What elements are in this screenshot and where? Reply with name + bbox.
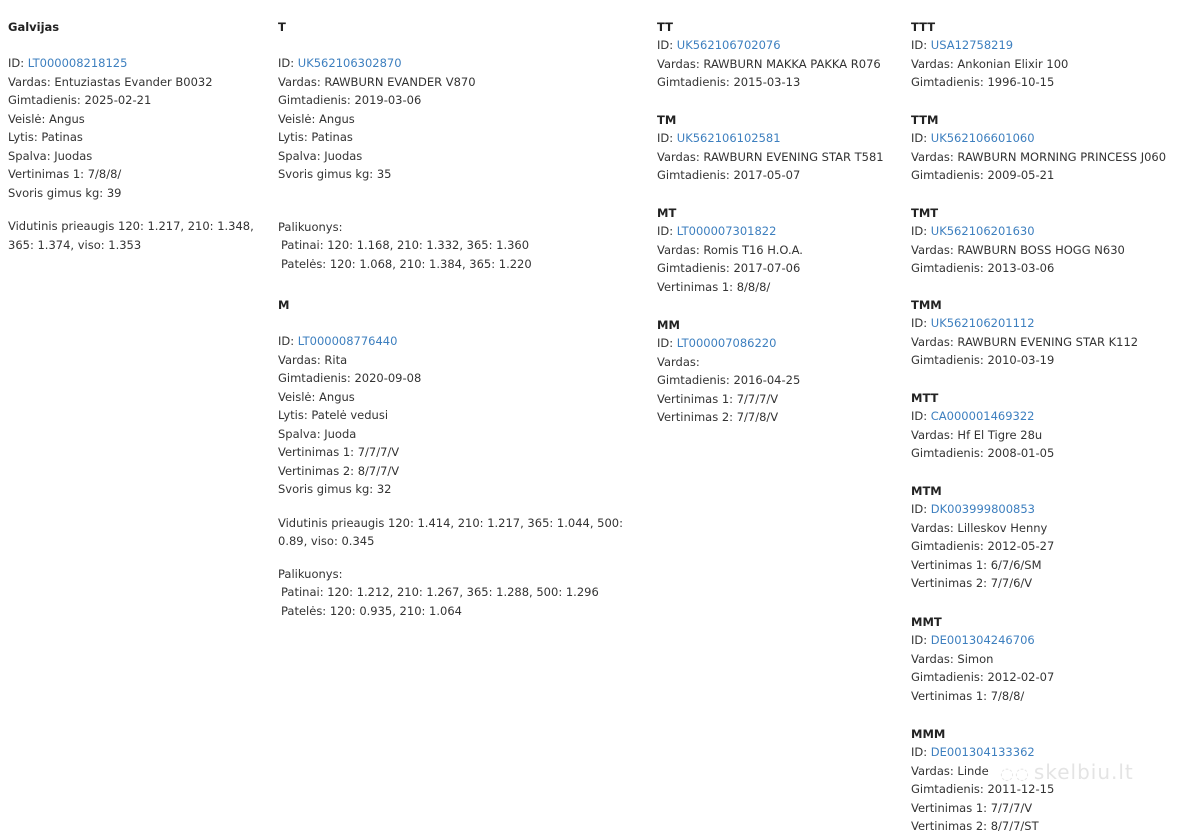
dam-average-gain: Vidutinis prieaugis 120: 1.414, 210: 1.217, 365: 1.044, 500: 0.89, viso: 0.345	[278, 515, 623, 548]
dam-heading: M	[278, 298, 290, 312]
detail-line: Vardas: RAWBURN EVANDER V870	[278, 74, 476, 89]
ancestor-id-link[interactable]: UK562106702076	[676, 38, 781, 52]
detail-line: Gimtadienis: 2015-03-13	[657, 75, 801, 89]
ancestor-mtt	[911, 389, 1054, 463]
detail-line: Spalva: Juodas	[278, 148, 363, 163]
detail-line: Gimtadienis: 2010-03-19	[911, 353, 1055, 367]
detail-line: Patelės: 120: 0.935, 210: 1.064	[281, 603, 462, 618]
ancestor-id-line	[911, 314, 1138, 333]
ancestor-id-line	[911, 222, 1125, 241]
detail-line: Vardas: Simon	[911, 651, 994, 666]
detail-line: Gimtadienis: 2016-04-25	[657, 373, 801, 387]
ancestor-id-link[interactable]: DE001304133362	[930, 745, 1035, 759]
sire-offspring-title: Palikuonys:	[278, 219, 343, 234]
detail-line: Gimtadienis: 2008-01-05	[911, 446, 1055, 460]
detail-line: Vertinimas 1: 7/7/7/V	[657, 391, 779, 406]
sire-offspring	[278, 236, 532, 273]
detail-line: Vardas: RAWBURN MAKKA PAKKA R076	[657, 56, 881, 71]
detail-line: Gimtadienis: 2019-03-06	[278, 93, 422, 107]
id-label: ID:	[657, 131, 674, 145]
ancestor-id-line	[911, 743, 1054, 762]
ancestor-heading: MTT	[911, 391, 939, 405]
detail-line: Vertinimas 1: 7/8/8/	[8, 167, 122, 181]
ancestor-id-line	[657, 334, 800, 353]
detail-line: Gimtadienis: 2025-02-21	[8, 93, 152, 107]
detail-line: Spalva: Juoda	[278, 426, 357, 441]
ancestor-id-link[interactable]: LT000007301822	[676, 224, 777, 238]
detail-line: Gimtadienis: 2017-07-06	[657, 261, 801, 275]
sire-id-line	[278, 54, 532, 73]
detail-line: Vardas:	[657, 354, 700, 369]
sire-details	[278, 73, 532, 184]
sire-id-link[interactable]: UK562106302870	[297, 56, 402, 70]
detail-line: Gimtadienis: 2020-09-08	[278, 371, 422, 385]
detail-line: Patinai: 120: 1.168, 210: 1.332, 365: 1.360	[281, 238, 530, 252]
ancestor-id-line	[911, 500, 1054, 519]
detail-line: Svoris gimus kg: 39	[8, 185, 122, 200]
animal-details	[8, 73, 263, 203]
detail-line: Gimtadienis: 2009-05-21	[911, 168, 1055, 182]
detail-line: Patelės: 120: 1.068, 210: 1.384, 365: 1.220	[281, 256, 532, 271]
ancestor-heading: TTT	[911, 20, 936, 34]
detail-line: Gimtadienis: 2012-02-07	[911, 670, 1055, 684]
ancestor-heading: TTM	[911, 113, 939, 127]
ancestor-id-line	[911, 631, 1054, 650]
ancestor-heading: MT	[657, 206, 677, 220]
sire-heading: T	[278, 20, 286, 34]
detail-line: Svoris gimus kg: 32	[278, 482, 392, 496]
detail-line: Lytis: Patinas	[8, 130, 83, 144]
detail-line: Gimtadienis: 2011-12-15	[911, 782, 1055, 796]
ancestor-ttt	[911, 18, 1068, 92]
detail-line: Vardas: RAWBURN EVENING STAR K112	[911, 334, 1139, 349]
ancestor-id-link[interactable]: DE001304246706	[930, 633, 1035, 647]
id-label: ID:	[278, 56, 295, 70]
ancestor-id-link[interactable]: DK003999800853	[930, 502, 1035, 516]
detail-line: Veislė: Angus	[278, 389, 355, 404]
ancestor-tmm	[911, 296, 1138, 370]
detail-line: Vardas: Hf El Tigre 28u	[911, 427, 1043, 442]
watermark-logo-icon: ◌◌	[1000, 764, 1030, 783]
detail-line: Svoris gimus kg: 35	[278, 167, 392, 181]
id-label: ID:	[911, 38, 928, 52]
detail-line: Vertinimas 1: 7/7/7/V	[278, 445, 400, 459]
id-label: ID:	[911, 409, 928, 423]
ancestor-heading: MTM	[911, 484, 942, 498]
detail-line: Vertinimas 2: 8/7/7/V	[278, 463, 400, 478]
detail-line: Vertinimas 1: 6/7/6/SM	[911, 557, 1042, 572]
animal-section	[8, 18, 263, 254]
dam-id-line	[278, 332, 633, 351]
ancestor-heading: TMT	[911, 206, 939, 220]
ancestor-tt	[657, 18, 881, 92]
id-label: ID:	[911, 745, 928, 759]
dam-details	[278, 351, 633, 499]
detail-line: Vertinimas 2: 8/7/7/ST	[911, 819, 1039, 833]
ancestor-id-link[interactable]: UK562106201630	[930, 224, 1035, 238]
watermark-text: skelbiu.lt	[1033, 760, 1134, 784]
ancestor-id-link[interactable]: UK562106601060	[930, 131, 1035, 145]
detail-line: Vardas: RAWBURN MORNING PRINCESS J060	[911, 149, 1167, 164]
detail-line: Vertinimas 2: 7/7/6/V	[911, 576, 1033, 590]
id-label: ID:	[911, 131, 928, 145]
detail-line: Vertinimas 2: 7/7/8/V	[657, 410, 779, 424]
ancestor-ttm	[911, 111, 1166, 185]
detail-line: Vertinimas 1: 7/7/7/V	[911, 800, 1033, 815]
dam-offspring-title: Palikuonys:	[278, 566, 343, 581]
id-label: ID:	[657, 336, 674, 350]
ancestor-id-line	[657, 222, 803, 241]
detail-line: Veislė: Angus	[278, 111, 355, 126]
ancestor-id-line	[911, 36, 1068, 55]
animal-id-line	[8, 54, 263, 73]
detail-line: Lytis: Patinas	[278, 130, 353, 144]
ancestor-heading: TT	[657, 20, 673, 34]
detail-line: Gimtadienis: 2012-05-27	[911, 539, 1055, 553]
ancestor-tmt	[911, 204, 1125, 278]
id-label: ID:	[911, 502, 928, 516]
ancestor-tm	[657, 111, 884, 185]
ancestor-mm	[657, 316, 800, 427]
detail-line: Vardas: Lilleskov Henny	[911, 520, 1048, 535]
dam-id-link[interactable]: LT000008776440	[297, 334, 398, 348]
ancestor-heading: MMM	[911, 727, 946, 741]
detail-line: Veislė: Angus	[8, 111, 85, 126]
detail-line: Vertinimas 1: 7/8/8/	[911, 688, 1025, 703]
id-label: ID:	[657, 224, 674, 238]
detail-line: Vardas: RAWBURN EVENING STAR T581	[657, 149, 884, 164]
id-label: ID:	[657, 38, 674, 52]
animal-id-link[interactable]: LT000008218125	[27, 56, 128, 70]
detail-line: Vardas: Romis T16 H.O.A.	[657, 242, 803, 257]
id-label: ID:	[911, 316, 928, 330]
detail-line: Vardas: Ankonian Elixir 100	[911, 56, 1069, 71]
detail-line: Spalva: Juodas	[8, 148, 93, 163]
animal-heading: Galvijas	[8, 20, 60, 34]
detail-line: Gimtadienis: 1996-10-15	[911, 75, 1055, 89]
detail-line: Vardas: Rita	[278, 352, 348, 367]
ancestor-heading: MM	[657, 318, 680, 332]
dam-section	[278, 296, 633, 620]
animal-average-gain: Vidutinis prieaugis 120: 1.217, 210: 1.348, 365: 1.374, viso: 1.353	[8, 219, 254, 252]
id-label: ID:	[8, 56, 25, 70]
ancestor-id-line	[657, 129, 884, 148]
detail-line: Patinai: 120: 1.212, 210: 1.267, 365: 1.288, 500: 1.296	[281, 585, 599, 599]
watermark	[1000, 760, 1134, 784]
ancestor-heading: TMM	[911, 298, 942, 312]
ancestor-mmt	[911, 613, 1054, 705]
ancestor-id-link[interactable]: UK562106201112	[930, 316, 1035, 330]
detail-line: Vertinimas 1: 8/8/8/	[657, 279, 771, 294]
detail-line: Lytis: Patelė vedusi	[278, 408, 389, 422]
ancestor-id-line	[911, 129, 1166, 148]
dam-offspring	[278, 583, 633, 620]
ancestor-heading: MMT	[911, 615, 942, 629]
ancestor-heading: TM	[657, 113, 677, 127]
id-label: ID:	[911, 633, 928, 647]
ancestor-id-link[interactable]: USA12758219	[930, 38, 1014, 52]
ancestor-mt	[657, 204, 803, 296]
ancestor-id-link[interactable]: CA000001469322	[930, 409, 1035, 423]
detail-line: Vardas: Entuziastas Evander B0032	[8, 74, 213, 89]
detail-line: Gimtadienis: 2017-05-07	[657, 168, 801, 182]
detail-line: Vardas: Linde	[911, 763, 989, 778]
ancestor-id-line	[911, 407, 1054, 426]
ancestor-mtm	[911, 482, 1054, 593]
detail-line: Gimtadienis: 2013-03-06	[911, 261, 1055, 275]
id-label: ID:	[278, 334, 295, 348]
id-label: ID:	[911, 224, 928, 238]
ancestor-id-link[interactable]: LT000007086220	[676, 336, 777, 350]
ancestor-id-line	[657, 36, 881, 55]
detail-line: Vardas: RAWBURN BOSS HOGG N630	[911, 242, 1125, 257]
sire-section	[278, 18, 532, 273]
ancestor-id-link[interactable]: UK562106102581	[676, 131, 781, 145]
